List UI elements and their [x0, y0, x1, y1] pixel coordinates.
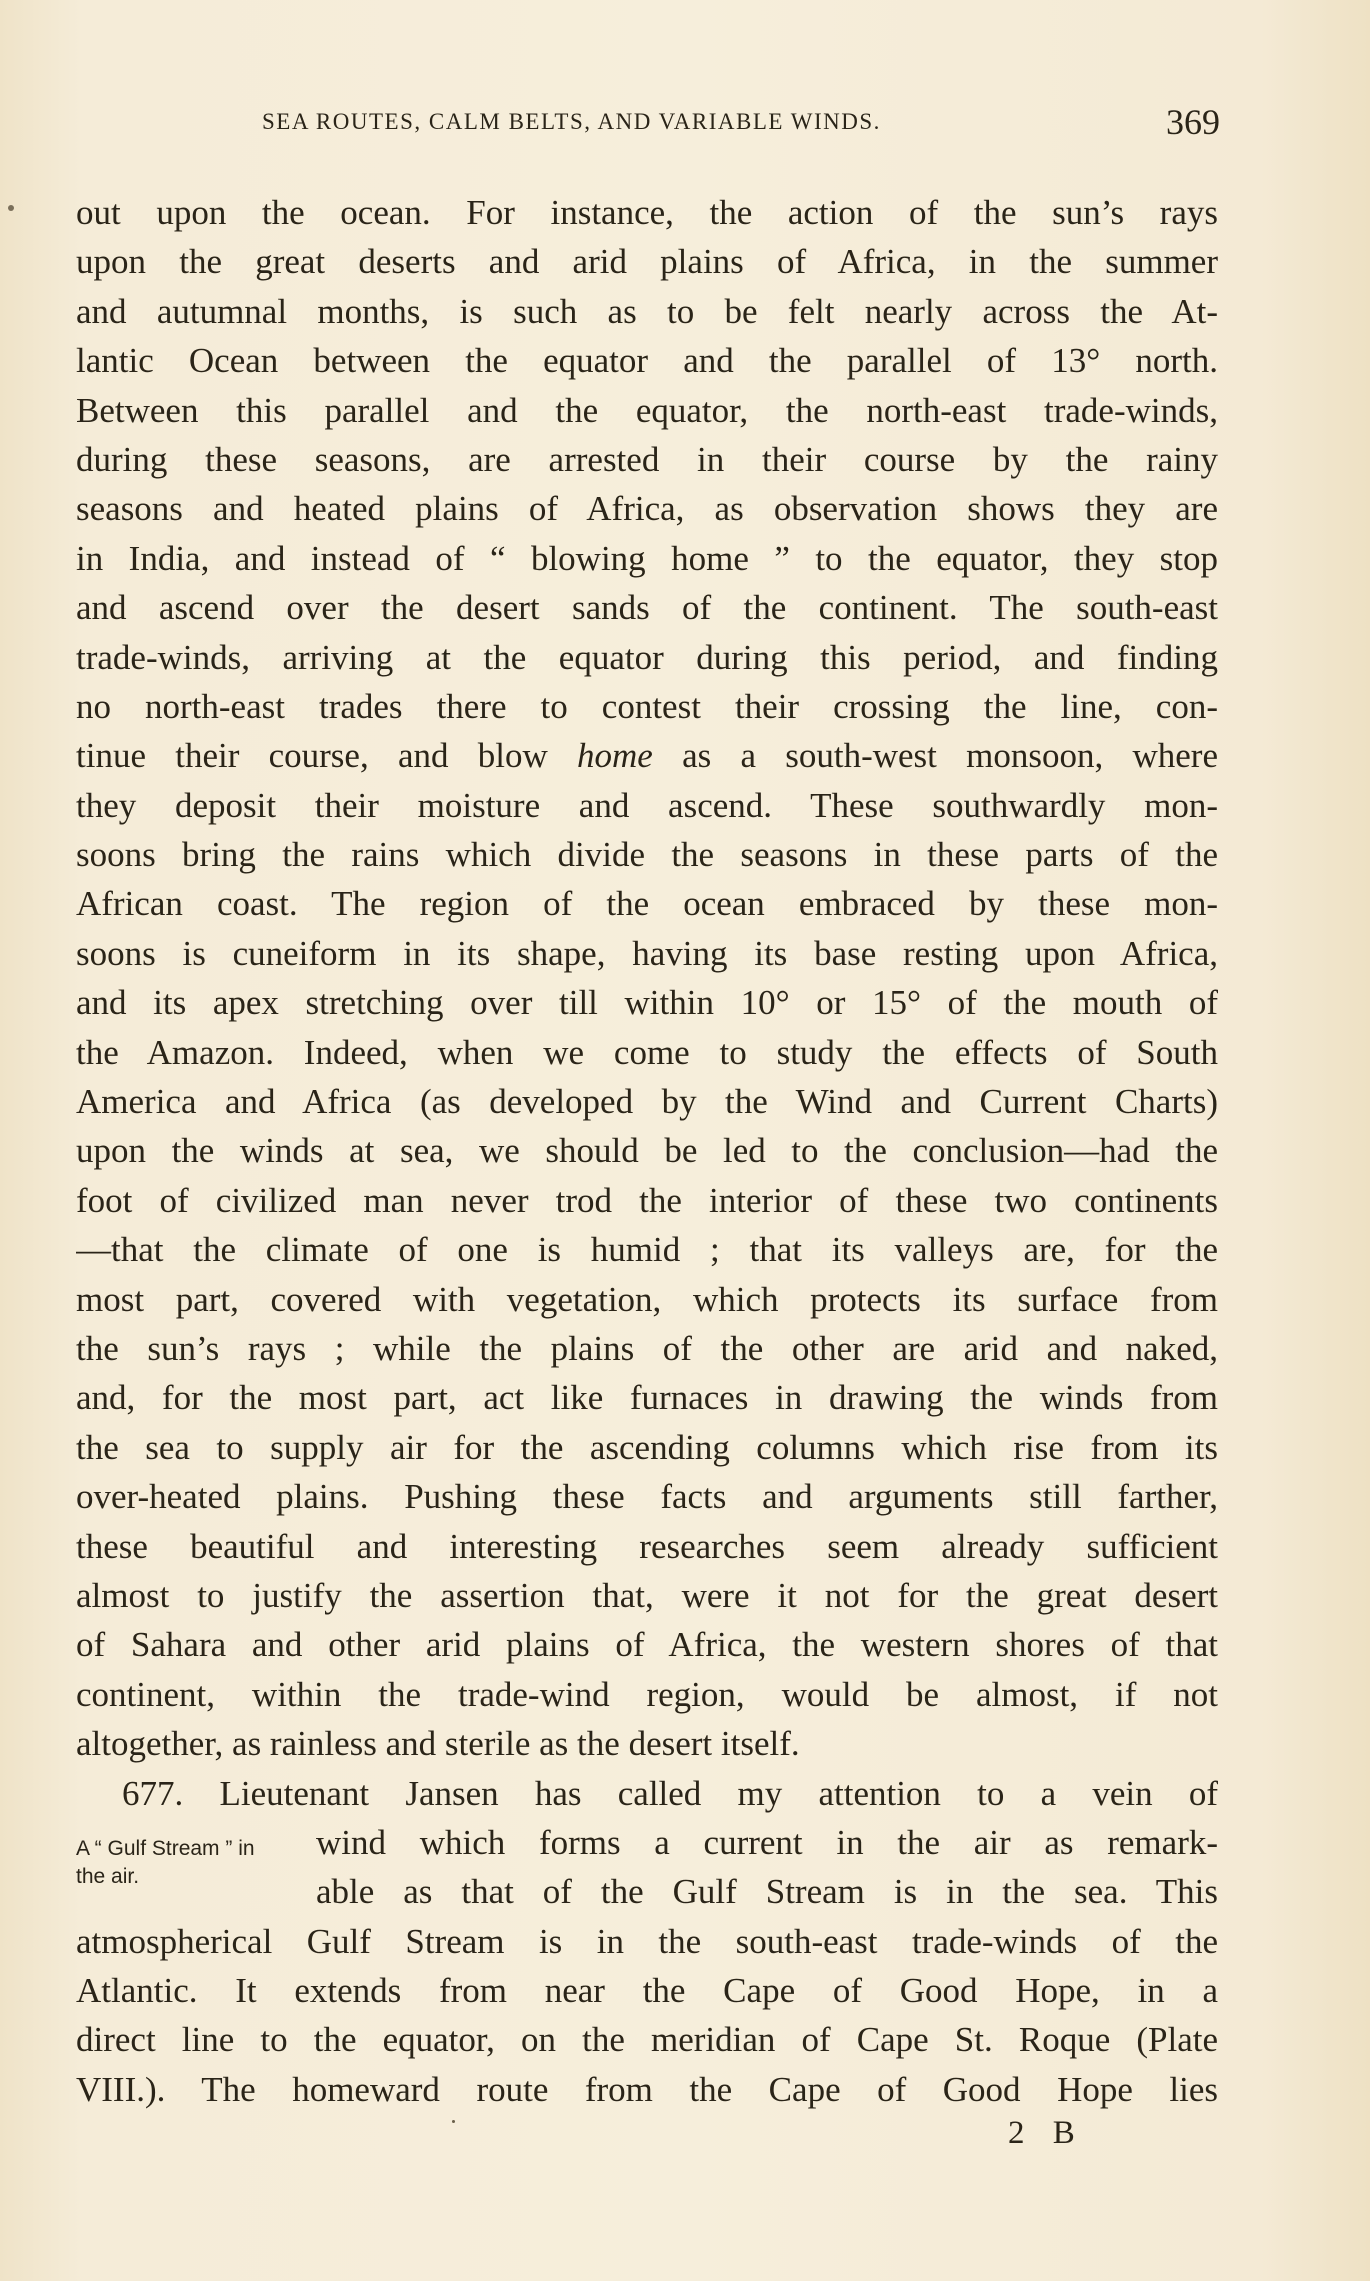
- text-line: —that the climate of one is humid ; that its valleys are, for the: [76, 1230, 1218, 1270]
- paragraph-start-line: 677. Lieutenant Jansen has called my attention to a vein of: [122, 1773, 1218, 1813]
- text-line: no north-east trades there to contest their crossing the line, con-: [76, 686, 1218, 726]
- running-head: [262, 103, 1220, 149]
- text-line: and, for the most part, act like furnaces in drawing the winds from: [76, 1378, 1218, 1418]
- text-line: in India, and instead of “ blowing home ” to the equator, they stop: [76, 538, 1218, 578]
- text-line: and autumnal months, is such as to be felt nearly across the At-: [76, 291, 1218, 331]
- text-line: trade-winds, arriving at the equator during this period, and finding: [76, 637, 1218, 677]
- text-line: Between this parallel and the equator, the north-east trade-winds,: [76, 390, 1218, 430]
- text-line: and ascend over the desert sands of the continent. The south-east: [76, 588, 1218, 628]
- text-line: of Sahara and other arid plains of Africa, the western shores of that: [76, 1625, 1218, 1665]
- text-line: altogether, as rainless and sterile as the desert itself.: [76, 1724, 800, 1764]
- text-line: these beautiful and interesting researches seem already sufficient: [76, 1526, 1218, 1566]
- text-line: and its apex stretching over till within 10° or 15° of the mouth of: [76, 983, 1218, 1023]
- italic-word: home: [577, 736, 653, 776]
- text-line: the sea to supply air for the ascending columns which rise from its: [76, 1427, 1218, 1467]
- text-line: VIII.). The homeward route from the Cape of Good Hope lies: [76, 2069, 1218, 2109]
- running-title: SEA ROUTES, CALM BELTS, AND VARIABLE WINDS.: [262, 109, 881, 134]
- sidenote-line: A “ Gulf Stream ” in: [76, 1837, 255, 1860]
- text-line: upon the great deserts and arid plains of Africa, in the summer: [76, 242, 1218, 282]
- text-line: able as that of the Gulf Stream is in the sea. This: [316, 1872, 1218, 1912]
- text-line: most part, covered with vegetation, which protects its surface from: [76, 1279, 1218, 1319]
- text-line: out upon the ocean. For instance, the action of the sun’s rays: [76, 193, 1218, 232]
- text-line: atmospherical Gulf Stream is in the south-east trade-winds of the: [76, 1921, 1218, 1961]
- text-line-italic-word: [76, 731, 1218, 780]
- text-line: almost to justify the assertion that, were it not for the great desert: [76, 1575, 1218, 1615]
- sidenote-line: the air.: [76, 1865, 140, 1888]
- signature-mark: 2 B: [1008, 2115, 1085, 2151]
- text-line: the Amazon. Indeed, when we come to study the effects of South: [76, 1032, 1218, 1072]
- text-line: African coast. The region of the ocean embraced by these mon-: [76, 884, 1218, 924]
- text-line: foot of civilized man never trod the interior of these two continents: [76, 1180, 1218, 1220]
- text-line: lantic Ocean between the equator and the parallel of 13° north.: [76, 341, 1218, 381]
- text-line: wind which forms a current in the air as remark-: [316, 1822, 1218, 1862]
- text-line: upon the winds at sea, we should be led to the conclusion—had the: [76, 1131, 1218, 1171]
- text-segment: tinue their course, and blow: [76, 736, 548, 776]
- text-segment: as a south-west monsoon, where: [682, 736, 1218, 776]
- text-line: direct line to the equator, on the meridian of Cape St. Roque (Plate: [76, 2020, 1218, 2060]
- page-number: 369: [1166, 102, 1220, 142]
- text-line: during these seasons, are arrested in their course by the rainy: [76, 439, 1218, 479]
- text-line: America and Africa (as developed by the Wind and Current Charts): [76, 1082, 1218, 1122]
- text-line: they deposit their moisture and ascend. These southwardly mon-: [76, 785, 1218, 825]
- text-line: over-heated plains. Pushing these facts and arguments still farther,: [76, 1477, 1218, 1517]
- margin-mark: [8, 205, 14, 211]
- text-line: seasons and heated plains of Africa, as observation shows they are: [76, 489, 1218, 529]
- text-line: Atlantic. It extends from near the Cape of Good Hope, in a: [76, 1971, 1218, 2011]
- body-text: [76, 188, 1218, 2114]
- sidenote: [76, 1836, 255, 1890]
- text-line: soons is cuneiform in its shape, having its base resting upon Africa,: [76, 933, 1218, 973]
- ink-dot: [452, 2120, 455, 2123]
- text-line: soons bring the rains which divide the seasons in these parts of the: [76, 835, 1218, 875]
- text-line: the sun’s rays ; while the plains of the other are arid and naked,: [76, 1328, 1218, 1368]
- text-line: continent, within the trade-wind region, would be almost, if not: [76, 1674, 1218, 1714]
